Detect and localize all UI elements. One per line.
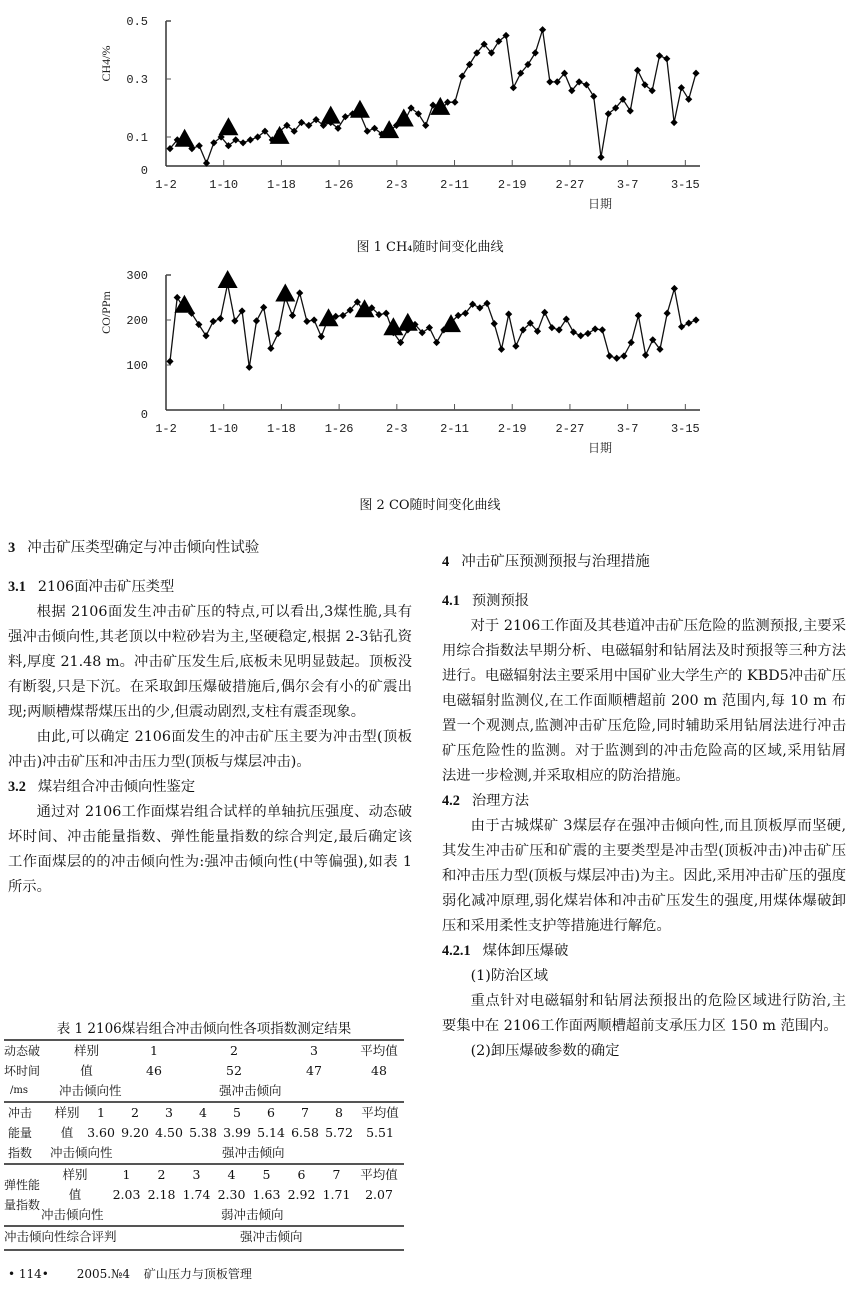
data-point (296, 289, 303, 296)
data-point (627, 107, 634, 114)
data-point (247, 136, 254, 143)
cell: 强冲击倾向 (222, 1145, 285, 1160)
data-point (459, 73, 466, 80)
event-marker (350, 100, 370, 118)
table-row (59, 1081, 404, 1101)
y-axis-label: CH4/% (99, 45, 113, 82)
y-tick-label: 0 (140, 164, 148, 178)
data-point (498, 346, 505, 353)
data-point (685, 96, 692, 103)
x-tick-label: 2-27 (555, 178, 585, 192)
co-chart (0, 262, 860, 472)
section-number: 4.2.1 (442, 943, 471, 959)
cell: 1 (97, 1105, 105, 1120)
x-tick-label: 3-7 (616, 178, 639, 192)
cell: 48 (371, 1063, 387, 1078)
data-point (166, 358, 173, 365)
data-point (541, 309, 548, 316)
figure2-caption: 图 2 CO随时间变化曲线 (359, 498, 501, 513)
x-tick-label: 2-3 (386, 178, 408, 192)
x-tick-label: 2-19 (497, 178, 527, 192)
table-row (50, 1143, 404, 1163)
cell: 平均值 (360, 1167, 398, 1182)
table1 (4, 1017, 404, 1251)
left-column (8, 536, 412, 900)
section-title: 煤岩组合冲击倾向性鉴定 (37, 779, 196, 795)
x-tick-label: 2-19 (497, 422, 527, 436)
data-point (512, 343, 519, 350)
cell: 2 (157, 1167, 166, 1182)
data-point (577, 332, 584, 339)
data-point (217, 315, 224, 322)
x-tick-label: 1-18 (267, 422, 296, 436)
cell: 5.51 (366, 1125, 394, 1140)
data-point (685, 320, 692, 327)
data-point (613, 355, 620, 362)
data-point (635, 312, 642, 319)
x-tick-label: 1-2 (155, 178, 177, 192)
cell: 4 (199, 1105, 207, 1120)
cell: 2.30 (217, 1187, 246, 1202)
table-section-dynamic (4, 1041, 404, 1103)
data-point (510, 84, 517, 91)
row-label: 指数 (8, 1146, 33, 1160)
data-point (606, 352, 613, 359)
page-footer (8, 1265, 276, 1282)
cell: 样别 (73, 1043, 99, 1058)
paragraph: 重点针对电磁辐射和钻屑法预报出的危险区域进行防治,主要集中在 2106工作面两顺槽超前支承压力区 150 m 范围内。 (442, 993, 846, 1034)
cell: 4 (227, 1167, 236, 1182)
data-point (548, 324, 555, 331)
y-tick-label: 0.3 (126, 73, 148, 87)
cell: 强冲击倾向 (240, 1229, 303, 1244)
data-point (628, 339, 635, 346)
section-number: 3.1 (8, 579, 26, 595)
section-title: 冲击矿压预测预报与治理措施 (461, 554, 650, 570)
event-marker (218, 270, 238, 288)
y-tick-label: 100 (126, 359, 148, 373)
cell: 9.20 (121, 1125, 149, 1140)
x-tick-label: 3-15 (670, 178, 700, 192)
x-tick-label: 1-18 (267, 178, 296, 192)
paragraph: 对于 2106工作面及其巷道冲击矿压危险的监测预报,主要采用综合指数法早期分析、电磁辐射和钻屑法及时预报等三种方法进行。电磁辐射法主要采用中国矿业大学生产的 KBD5冲击矿压电磁辐射监测仪,在工作面顺槽超前 200 m 范围内,每 10 m 布置一个观测点,监测冲击矿压危险,同时辅助采用钻屑法进行冲击矿压危险性的监测。对于监测到的冲击危险高的区域,采用钻屑法进一步检测,并采取相应的防治措施。 (442, 618, 846, 784)
cell: 冲击倾向性综合评判 (4, 1229, 117, 1244)
journal-name: 矿山压力与顶板管理 (143, 1267, 252, 1281)
data-point (539, 26, 546, 33)
section31-heading (8, 575, 412, 600)
x-axis-label: 日期 (587, 197, 613, 211)
cell: 2.18 (147, 1187, 176, 1202)
data-point (656, 52, 663, 59)
section-number: 4.2 (442, 793, 460, 809)
y-axis-label: CO/PPm (99, 291, 113, 334)
ch4-chart (0, 0, 860, 230)
data-point (476, 304, 483, 311)
x-axis-label: 日期 (587, 441, 613, 455)
cell: 强冲击倾向 (219, 1083, 282, 1098)
y-tick-label: 0.1 (126, 131, 148, 145)
section-number: 3.2 (8, 779, 26, 795)
cell: 7 (301, 1105, 309, 1120)
event-marker (275, 284, 295, 302)
section-number: 4 (442, 554, 450, 570)
cell: 5 (262, 1167, 271, 1182)
section421-heading (442, 939, 846, 964)
section42-heading (442, 789, 846, 814)
table-row (41, 1185, 404, 1205)
y-tick-label: 0 (140, 408, 148, 422)
data-point (592, 325, 599, 332)
data-point (532, 49, 539, 56)
series-line (170, 30, 696, 163)
data-point (466, 61, 473, 68)
data-point (318, 333, 325, 340)
data-point (289, 312, 296, 319)
cell: 4.50 (155, 1125, 183, 1140)
x-tick-label: 3-7 (616, 422, 639, 436)
x-tick-label: 1-10 (209, 422, 239, 436)
event-marker (321, 106, 341, 124)
data-point (620, 352, 627, 359)
co-chart-svg (0, 262, 860, 472)
data-point (174, 294, 181, 301)
data-point (311, 316, 318, 323)
data-point (546, 78, 553, 85)
table-section-impact-energy (4, 1103, 404, 1165)
cell: 弱冲击倾向 (221, 1207, 284, 1222)
ch4-chart-svg (0, 0, 860, 230)
cell: 2 (131, 1105, 139, 1120)
data-point (433, 339, 440, 346)
cell: 值 (80, 1063, 93, 1078)
cell: 5.38 (189, 1125, 217, 1140)
section-title: 冲击矿压类型确定与冲击倾向性试验 (27, 540, 260, 556)
data-point (483, 300, 490, 307)
data-point (196, 142, 203, 149)
cell: 3 (165, 1105, 173, 1120)
data-point (570, 329, 577, 336)
cell: 平均值 (360, 1043, 398, 1058)
data-point (671, 285, 678, 292)
series-line (170, 284, 696, 367)
paragraph: 由于古城煤矿 3煤层存在强冲击倾向性,而且顶板厚而坚硬,其发生冲击矿压和矿震的主要类型是冲击型(顶板冲击)冲击矿压和冲击压力型(顶板与煤层冲击)为主。因此,采用冲击矿压的强度弱化减冲原理,弱化煤岩体和冲击矿压发生的强度,用煤体爆破卸压和采用柔性支护等措施进行解危。 (442, 818, 846, 934)
event-marker (218, 117, 238, 135)
data-point (505, 311, 512, 318)
table-row (50, 1103, 404, 1123)
data-point (260, 304, 267, 311)
data-point (583, 81, 590, 88)
x-tick-label: 3-15 (670, 422, 700, 436)
list-item: (1)防治区域 (470, 968, 549, 984)
cell: 5.72 (325, 1125, 353, 1140)
data-point (239, 139, 246, 146)
paragraph: 通过对 2106工作面煤岩组合试样的单轴抗压强度、动态破坏时间、冲击能量指数、弹性能量指数的综合判定,最后确定该工作面煤层的的冲击倾向性为:强冲击倾向性(中等偏强),如表 1所示。 (8, 804, 412, 895)
data-point (303, 318, 310, 325)
cell: 5.14 (257, 1125, 285, 1140)
x-tick-label: 2-11 (440, 422, 469, 436)
x-tick-label: 1-26 (324, 178, 354, 192)
cell: 6.58 (291, 1125, 319, 1140)
section-title: 煤体卸压爆破 (482, 943, 569, 959)
cell: 2 (230, 1043, 238, 1058)
row-label: 动态破 (4, 1044, 41, 1058)
data-point (383, 310, 390, 317)
cell: 7 (332, 1167, 341, 1182)
data-point (634, 67, 641, 74)
data-point (663, 55, 670, 62)
cell: 3 (192, 1167, 201, 1182)
row-label: 量指数 (4, 1198, 41, 1212)
page-number: • 114• (8, 1267, 49, 1281)
cell: 1 (122, 1167, 131, 1182)
section-title: 治理方法 (471, 793, 530, 809)
data-point (267, 345, 274, 352)
data-point (664, 310, 671, 317)
cell: 值 (60, 1125, 74, 1140)
cell: 8 (335, 1105, 343, 1120)
row-label: 能量 (8, 1126, 33, 1140)
data-point (210, 318, 217, 325)
data-point (597, 154, 604, 161)
data-point (422, 122, 429, 129)
figure1-caption: 图 1 CH₄随时间变化曲线 (356, 240, 504, 255)
row-label: 冲击 (8, 1106, 33, 1120)
x-tick-label: 2-3 (386, 422, 408, 436)
cell: 3 (310, 1043, 318, 1058)
cell: 冲击倾向性 (59, 1083, 122, 1098)
cell: 3.60 (87, 1125, 115, 1140)
journal-issue: 2005.№4 (76, 1267, 131, 1281)
cell: 平均值 (361, 1105, 399, 1120)
table-title: 表 1 2106煤岩组合冲击倾向性各项指数测定结果 (56, 1021, 352, 1037)
section-number: 3 (8, 540, 16, 556)
y-tick-label: 200 (126, 314, 148, 328)
y-tick-label: 300 (126, 269, 148, 283)
section-title: 预测预报 (471, 593, 530, 609)
table-row (50, 1123, 404, 1143)
cell: 52 (226, 1063, 242, 1078)
table-row-overall (4, 1227, 404, 1251)
cell: 2.92 (287, 1187, 316, 1202)
cell: 5 (233, 1105, 241, 1120)
x-tick-label: 1-2 (155, 422, 177, 436)
cell: 46 (146, 1063, 162, 1078)
section-number: 4.1 (442, 593, 460, 609)
row-label: /ms (10, 1085, 28, 1096)
section32-heading (8, 775, 412, 800)
cell: 样别 (54, 1105, 80, 1120)
list-item: (2)卸压爆破参数的确定 (470, 1043, 620, 1059)
data-point (590, 93, 597, 100)
cell: 样别 (62, 1167, 88, 1182)
data-point (253, 317, 260, 324)
cell: 1.71 (322, 1187, 351, 1202)
table-row (59, 1061, 404, 1081)
data-point (246, 364, 253, 371)
cell: 2.03 (112, 1187, 141, 1202)
table-row (41, 1205, 404, 1225)
data-point (274, 330, 281, 337)
cell: 冲击倾向性 (41, 1207, 104, 1222)
cell: 6 (297, 1167, 306, 1182)
data-point (342, 113, 349, 120)
data-point (364, 128, 371, 135)
cell: 47 (306, 1063, 322, 1078)
paragraph: 由此,可以确定 2106面发生的冲击矿压主要为冲击型(顶板冲击)冲击矿压和冲击压力型(顶板与煤层冲击)。 (8, 729, 412, 770)
table-section-elastic-energy (4, 1165, 404, 1227)
data-point (451, 99, 458, 106)
cell: 冲击倾向性 (50, 1145, 113, 1160)
section41-heading (442, 589, 846, 614)
x-tick-label: 2-11 (440, 178, 469, 192)
cell: 1.63 (252, 1187, 281, 1202)
data-point (599, 326, 606, 333)
cell: 值 (68, 1187, 82, 1202)
cell: 1 (150, 1043, 158, 1058)
section3-heading (8, 536, 412, 561)
data-point (642, 352, 649, 359)
paragraph: 根据 2106面发生冲击矿压的特点,可以看出,3煤性脆,具有强冲击倾向性,其老顶以中粒砂岩为主,坚硬稳定,根据 2-3钻孔资料,厚度 21.48 m。冲击矿压发生后,底板未见明显鼓起。顶板没有断裂,只是下沉。在采取卸压爆破措施后,偶尔会有小的矿震出现;两顺槽煤帮煤压出的少,但震动剧烈,支柱有震歪现象。 (8, 604, 412, 720)
y-tick-label: 0.5 (126, 15, 148, 29)
row-label: 弹性能 (4, 1178, 41, 1192)
data-point (678, 323, 685, 330)
data-point (202, 332, 209, 339)
row-label: 坏时间 (4, 1064, 41, 1078)
section4-heading (442, 550, 846, 575)
cell: 1.74 (182, 1187, 211, 1202)
data-point (195, 321, 202, 328)
data-point (563, 316, 570, 323)
data-point (692, 70, 699, 77)
x-tick-label: 1-10 (209, 178, 239, 192)
data-point (491, 320, 498, 327)
data-point (670, 119, 677, 126)
cell: 2.07 (365, 1187, 393, 1202)
section-title: 2106面冲击矿压类型 (37, 579, 175, 595)
x-tick-label: 2-27 (555, 422, 585, 436)
table-row (41, 1165, 404, 1185)
x-tick-label: 1-26 (324, 422, 354, 436)
data-point (584, 330, 591, 337)
cell: 3.99 (223, 1125, 251, 1140)
data-point (678, 84, 685, 91)
table-row (59, 1041, 404, 1061)
cell: 6 (267, 1105, 275, 1120)
data-point (555, 326, 562, 333)
right-column (442, 550, 846, 1064)
data-point (692, 316, 699, 323)
